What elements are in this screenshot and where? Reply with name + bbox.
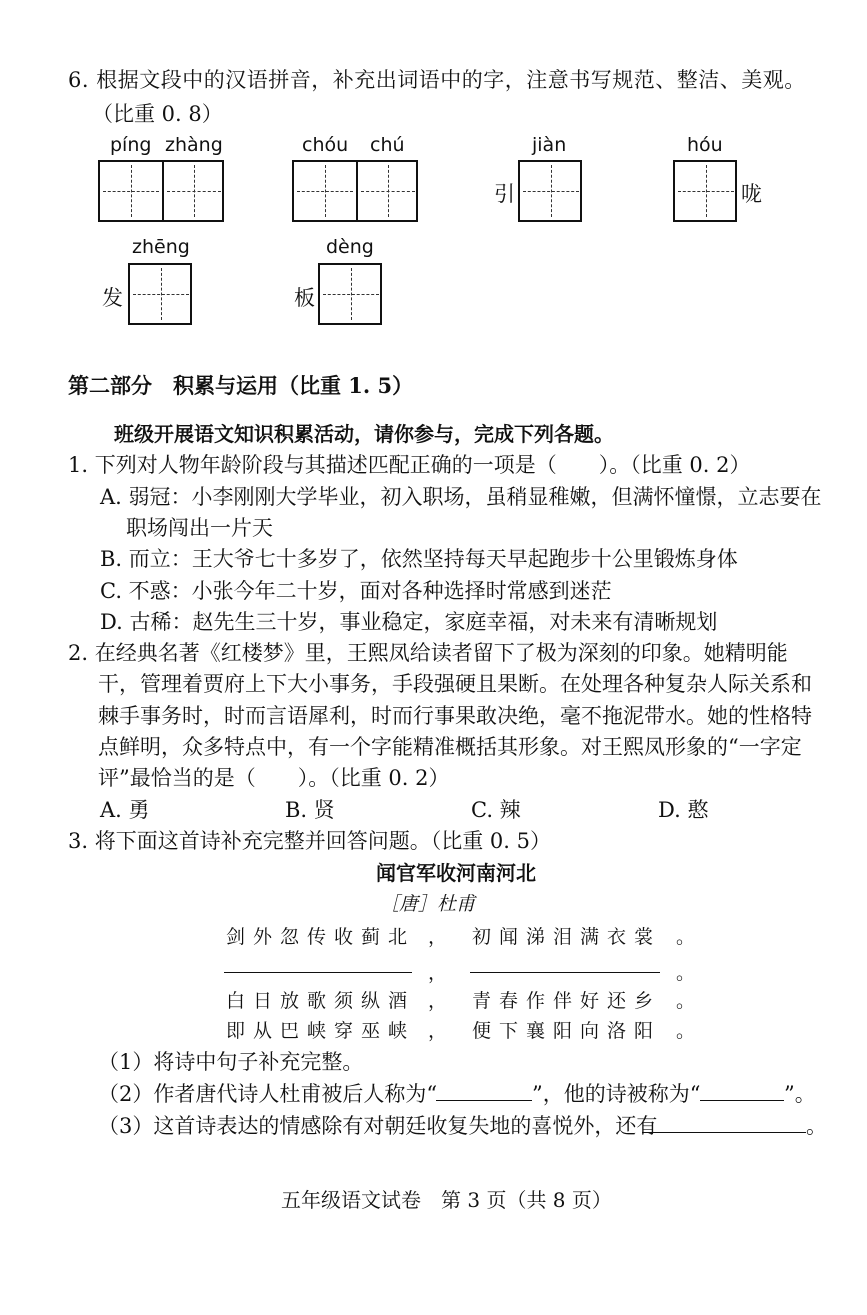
q2-paragraph-line: 点鲜明，众多特点中，有一个字能精准概括其形象。对王熙凤形象的“一字定 [98,735,802,759]
writing-grid[interactable] [292,160,418,222]
pinyin-label: zhēng [132,236,190,258]
q2-paragraph-line: 评”最恰当的是（ ）。（比重 0. 2） [98,766,450,790]
q1-option-d: D. 古稀：赵先生三十岁，事业稳定，家庭幸福，对未来有清晰规划 [100,610,718,634]
section-intro: 班级开展语文知识积累活动，请你参与，完成下列各题。 [114,422,614,446]
poem-line: 初闻涕泪满衣裳 [472,926,662,948]
poem-period: 。 [676,1020,704,1042]
poem-line: 青春作伴好还乡 [472,990,662,1012]
answer-blank[interactable] [436,1100,532,1101]
poem-comma: ， [428,962,456,984]
q3-sub2-text: ”，他的诗被称为“ [532,1082,701,1106]
writing-grid[interactable] [673,160,737,222]
given-character: 板 [294,286,315,310]
pinyin-label: chóu [302,134,349,156]
q2-paragraph-line: 2. 在经典名著《红楼梦》里，王熙凤给读者留下了极为深刻的印象。她精明能 [68,641,788,665]
pinyin-label: píng [110,134,152,156]
poem-line: 即从巴峡穿巫峡 [226,1020,416,1042]
poem-title: 闻官军收河南河北 [376,861,536,885]
q1-stem: 1. 下列对人物年龄阶段与其描述匹配正确的一项是（ ）。（比重 0. 2） [68,453,751,477]
given-character: 咙 [741,182,762,206]
q6-weight: （比重 0. 8） [92,102,223,126]
q1-option-a-cont: 职场闯出一片天 [126,516,273,540]
q3-sub3-period: 。 [806,1114,827,1138]
page-footer: 五年级语文试卷 第 3 页（共 8 页） [281,1188,612,1212]
poem-line: 剑外忽传收蓟北 [226,926,416,948]
q1-option-a: A. 弱冠：小李刚刚大学毕业，初入职场，虽稍显稚嫩，但满怀憧憬，立志要在 [100,485,822,509]
section-heading: 第二部分 积累与运用（比重 1. 5） [68,373,414,398]
q1-option-c: C. 不惑：小张今年二十岁，面对各种选择时常感到迷茫 [100,579,612,603]
q2-option-d: D. 憨 [658,798,709,822]
poem-period: 。 [676,990,704,1012]
poem-line: 便下襄阳向洛阳 [472,1020,662,1042]
q2-paragraph-line: 干，管理着贾府上下大小事务，手段强硬且果断。在处理各种复杂人际关系和 [98,672,812,696]
writing-grid[interactable] [518,160,582,222]
pinyin-label: chú [370,134,405,156]
q2-option-c: C. 辣 [471,798,521,822]
poem-author: ［唐］杜甫 [380,893,476,915]
answer-blank[interactable] [700,1100,784,1101]
q2-option-a: A. 勇 [100,798,150,822]
pinyin-label: hóu [687,134,723,156]
writing-grid[interactable] [318,263,382,325]
poem-comma: ， [428,1020,456,1042]
q3-sub3-text: （3）这首诗表达的情感除有对朝廷收复失地的喜悦外，还有 [98,1114,658,1138]
q3-sub2-text: （2）作者唐代诗人杜甫被后人称为“ [98,1082,438,1106]
poem-comma: ， [428,990,456,1012]
poem-blank[interactable] [224,972,412,973]
q6-stem: 6. 根据文段中的汉语拼音，补充出词语中的字，注意书写规范、整洁、美观。 [68,68,806,92]
q2-paragraph-line: 棘手事务时，时而言语犀利，时而行事果敢决绝，毫不拖泥带水。她的性格特 [98,704,812,728]
q1-option-b: B. 而立：王大爷七十多岁了，依然坚持每天早起跑步十公里锻炼身体 [100,547,738,571]
pinyin-label: dèng [326,236,374,258]
given-character: 引 [494,182,515,206]
poem-line: 白日放歌须纵酒 [226,990,416,1012]
poem-comma: ， [428,926,456,948]
poem-period: 。 [676,926,704,948]
pinyin-label: jiàn [532,134,567,156]
writing-grid[interactable] [128,263,192,325]
poem-period: 。 [676,962,704,984]
q3-sub2-text: ”。 [784,1082,816,1106]
writing-grid[interactable] [98,160,224,222]
q2-option-b: B. 贤 [285,798,335,822]
q3-stem: 3. 将下面这首诗补充完整并回答问题。（比重 0. 5） [68,829,551,853]
given-character: 发 [102,286,123,310]
answer-blank[interactable] [642,1132,806,1133]
q3-sub1: （1）将诗中句子补充完整。 [98,1050,364,1074]
poem-blank[interactable] [470,972,660,973]
pinyin-label: zhàng [165,134,223,156]
